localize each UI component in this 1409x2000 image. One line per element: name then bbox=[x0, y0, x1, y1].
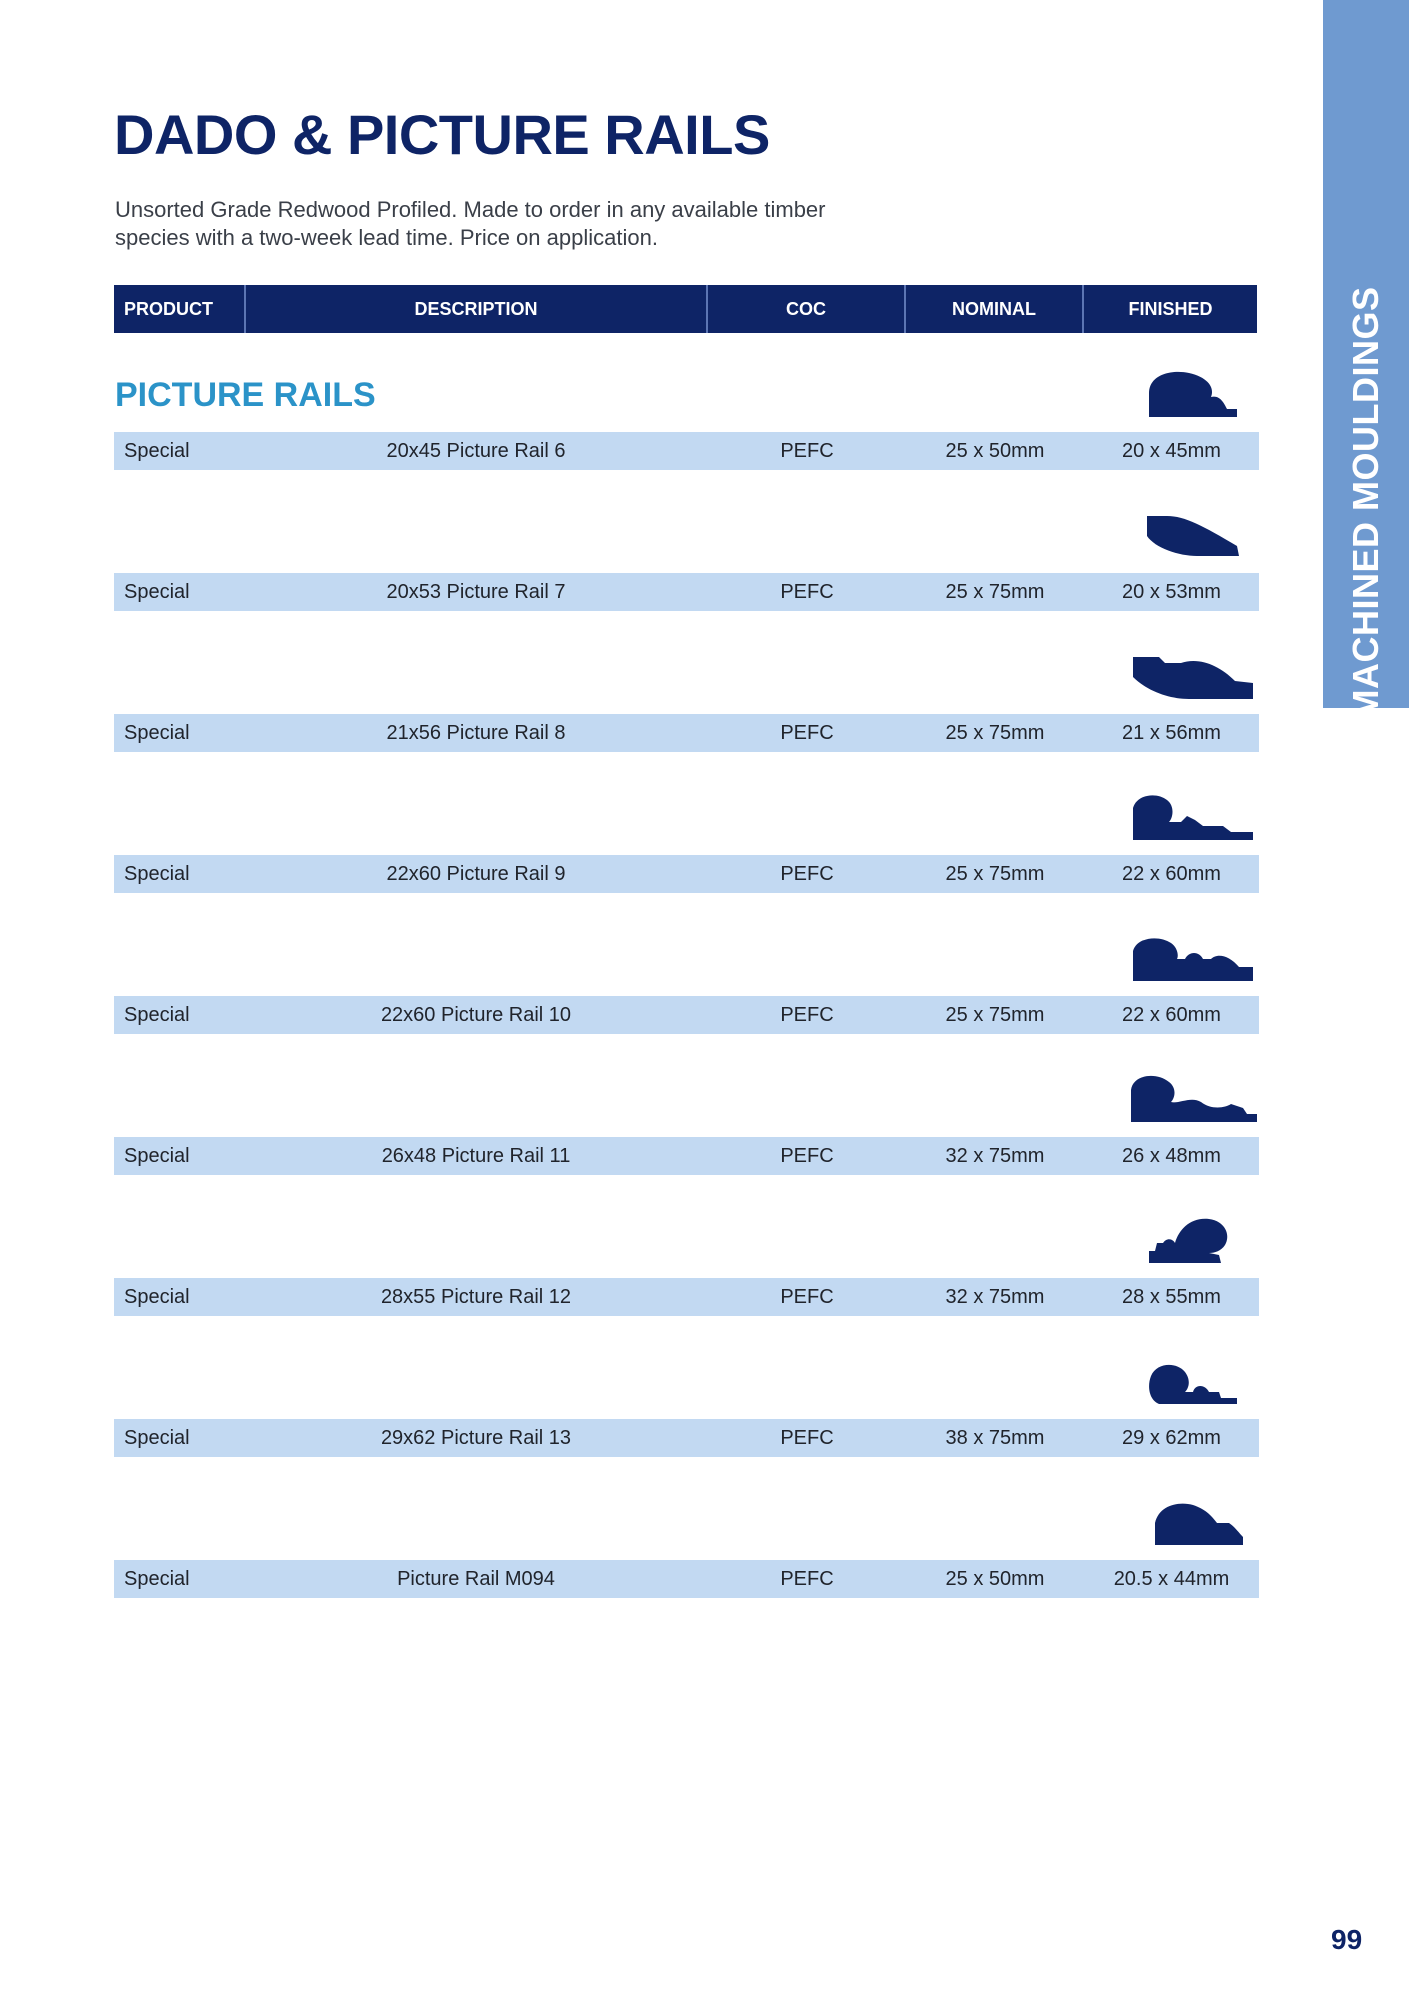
table-row bbox=[114, 1560, 1259, 1598]
cell-description: 28x55 Picture Rail 12 bbox=[380, 1285, 572, 1308]
table-row bbox=[114, 573, 1259, 611]
cell-finished: 26 x 48mm bbox=[1122, 1144, 1221, 1167]
intro-line-1: Unsorted Grade Redwood Profiled. Made to order in any available timber bbox=[115, 197, 826, 222]
cell-nominal: 25 x 50mm bbox=[945, 439, 1045, 462]
cell-product: Special bbox=[124, 862, 190, 885]
cell-coc: PEFC bbox=[780, 1426, 834, 1449]
cell-product: Special bbox=[124, 580, 190, 603]
intro-line-2: species with a two-week lead time. Price on application. bbox=[115, 225, 658, 250]
cell-nominal: 25 x 50mm bbox=[945, 1567, 1045, 1590]
cell-finished: 20 x 53mm bbox=[1122, 580, 1221, 603]
cell-description: 20x53 Picture Rail 7 bbox=[386, 580, 566, 603]
cell-product: Special bbox=[124, 1285, 190, 1308]
table-row bbox=[114, 996, 1259, 1034]
cell-coc: PEFC bbox=[780, 580, 834, 603]
cell-description: 22x60 Picture Rail 10 bbox=[380, 1003, 572, 1026]
header-description: DESCRIPTION bbox=[244, 285, 706, 333]
cell-finished: 21 x 56mm bbox=[1122, 721, 1221, 744]
table-row bbox=[114, 1278, 1259, 1316]
cell-finished: 29 x 62mm bbox=[1122, 1426, 1221, 1449]
cell-description: 26x48 Picture Rail 11 bbox=[381, 1144, 571, 1167]
intro-text bbox=[115, 196, 935, 252]
cell-finished: 22 x 60mm bbox=[1122, 862, 1221, 885]
cell-product: Special bbox=[124, 1426, 190, 1449]
moulding-profile-icon bbox=[1119, 1493, 1269, 1553]
cell-product: Special bbox=[124, 1003, 190, 1026]
header-nominal: NOMINAL bbox=[904, 285, 1082, 333]
side-tab-label: MACHINED MOULDINGS bbox=[1345, 286, 1386, 720]
cell-coc: PEFC bbox=[780, 1285, 834, 1308]
header-coc: COC bbox=[706, 285, 904, 333]
cell-description: 22x60 Picture Rail 9 bbox=[386, 862, 566, 885]
cell-coc: PEFC bbox=[780, 439, 834, 462]
moulding-profile-icon bbox=[1119, 506, 1269, 566]
cell-nominal: 38 x 75mm bbox=[945, 1426, 1045, 1449]
cell-product: Special bbox=[124, 721, 190, 744]
cell-finished: 22 x 60mm bbox=[1122, 1003, 1221, 1026]
cell-description: 20x45 Picture Rail 6 bbox=[386, 439, 566, 462]
header-finished: FINISHED bbox=[1082, 285, 1257, 333]
table-row bbox=[114, 855, 1259, 893]
cell-nominal: 25 x 75mm bbox=[945, 580, 1045, 603]
cell-coc: PEFC bbox=[780, 1003, 834, 1026]
cell-coc: PEFC bbox=[780, 1144, 834, 1167]
moulding-profile-icon bbox=[1119, 365, 1269, 425]
cell-nominal: 25 x 75mm bbox=[945, 1003, 1045, 1026]
page-number: 99 bbox=[1331, 1924, 1363, 1955]
moulding-profile-icon bbox=[1119, 929, 1269, 989]
cell-description: 21x56 Picture Rail 8 bbox=[386, 721, 566, 744]
cell-finished: 20.5 x 44mm bbox=[1113, 1567, 1230, 1590]
table-header bbox=[114, 285, 1257, 333]
moulding-profile-icon bbox=[1119, 788, 1269, 848]
cell-product: Special bbox=[124, 1144, 190, 1167]
page-title: DADO & PICTURE RAILS bbox=[114, 103, 770, 166]
cell-coc: PEFC bbox=[780, 721, 834, 744]
moulding-profile-icon bbox=[1119, 1070, 1269, 1130]
header-product: PRODUCT bbox=[124, 298, 213, 319]
table-row bbox=[114, 1137, 1259, 1175]
cell-finished: 28 x 55mm bbox=[1122, 1285, 1221, 1308]
table-row bbox=[114, 714, 1259, 752]
cell-product: Special bbox=[124, 439, 190, 462]
cell-nominal: 32 x 75mm bbox=[945, 1144, 1045, 1167]
cell-nominal: 25 x 75mm bbox=[945, 862, 1045, 885]
cell-nominal: 25 x 75mm bbox=[945, 721, 1045, 744]
cell-description: 29x62 Picture Rail 13 bbox=[380, 1426, 572, 1449]
moulding-profile-icon bbox=[1119, 1211, 1269, 1271]
section-heading-picture-rails: PICTURE RAILS bbox=[115, 376, 376, 414]
moulding-profile-icon bbox=[1119, 647, 1269, 707]
table-row bbox=[114, 1419, 1259, 1457]
cell-product: Special bbox=[124, 1567, 190, 1590]
cell-coc: PEFC bbox=[780, 1567, 834, 1590]
cell-coc: PEFC bbox=[780, 862, 834, 885]
cell-finished: 20 x 45mm bbox=[1122, 439, 1221, 462]
cell-nominal: 32 x 75mm bbox=[945, 1285, 1045, 1308]
cell-description: Picture Rail M094 bbox=[397, 1567, 555, 1590]
moulding-profile-icon bbox=[1119, 1352, 1269, 1412]
table-row bbox=[114, 432, 1259, 470]
